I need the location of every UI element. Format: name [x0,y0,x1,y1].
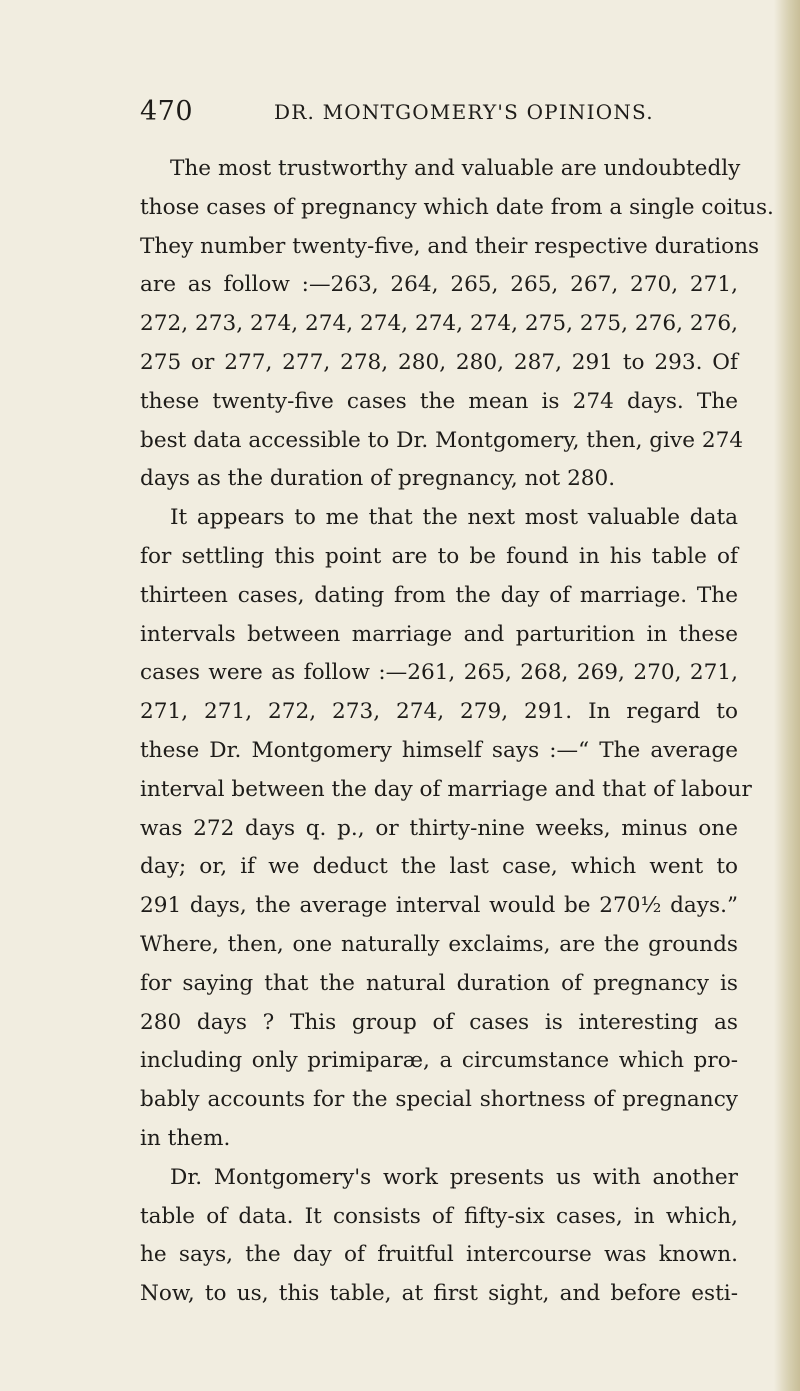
page-header [140,96,740,136]
text-line: intervals between marriage and parturition in these [140,621,738,647]
text-line: in them. [140,1125,231,1151]
text-line: 271, 271, 272, 273, 274, 279, 291. In regard to [140,699,738,725]
text-line: those cases of pregnancy which date from a single coitus. [140,194,774,220]
paragraph [140,150,774,499]
text-line: for saying that the natural duration of pregnancy is [140,970,738,996]
text-line: 272, 273, 274, 274, 274, 274, 274, 275, 275, 276, 276, [140,311,738,337]
text-line: They number twenty-five, and their respective durations [140,233,760,259]
text-line: was 272 days q. p., or thirty-nine weeks, minus one [140,815,738,841]
text-line: The most trustworthy and valuable are undoubtedly [170,156,741,181]
text-line: Where, then, one naturally exclaims, are the grounds [140,931,738,957]
text-line: thirteen cases, dating from the day of marriage. The [140,582,738,608]
text-line: best data accessible to Dr. Montgomery, then, give 274 [140,427,744,453]
text-line: It appears to me that the next most valuable data [170,505,738,531]
body-text [140,150,774,1314]
text-line: these twenty-five cases the mean is 274 days. The [140,388,738,414]
text-line: table of data. It consists of fifty-six cases, in which, [140,1203,738,1229]
paragraph [140,1159,738,1314]
paragraph [140,499,752,1159]
text-line: including only primiparæ, a circumstance which pro- [140,1048,738,1074]
page-edge-shadow [774,0,800,1391]
text-line: 291 days, the average interval would be 270½ days.” [140,893,738,919]
text-line: bably accounts for the special shortness of pregnancy [140,1087,738,1113]
text-line: 280 days ? This group of cases is interesting as [140,1009,738,1035]
text-line: 275 or 277, 277, 278, 280, 280, 287, 291 to 293. Of [140,349,738,375]
text-line: cases were as follow :—261, 265, 268, 269, 270, 271, [140,660,738,686]
text-line: Now, to us, this table, at first sight, and before esti- [140,1281,738,1307]
text-line: these Dr. Montgomery himself says :—“ The average [140,737,738,763]
text-line: day; or, if we deduct the last case, which went to [140,854,738,880]
text-line: for settling this point are to be found in his table of [140,543,738,569]
text-line: he says, the day of fruitful intercourse was known. [140,1242,738,1268]
text-line: Dr. Montgomery's work presents us with another [170,1164,738,1190]
text-line: days as the duration of pregnancy, not 280. [140,466,616,492]
text-line: interval between the day of marriage and that of labour [140,776,752,802]
text-line: are as follow :—263, 264, 265, 265, 267, 270, 271, [140,272,738,298]
page-number: 470 [140,96,194,127]
running-head: DR. MONTGOMERY'S OPINIONS. [274,100,654,124]
